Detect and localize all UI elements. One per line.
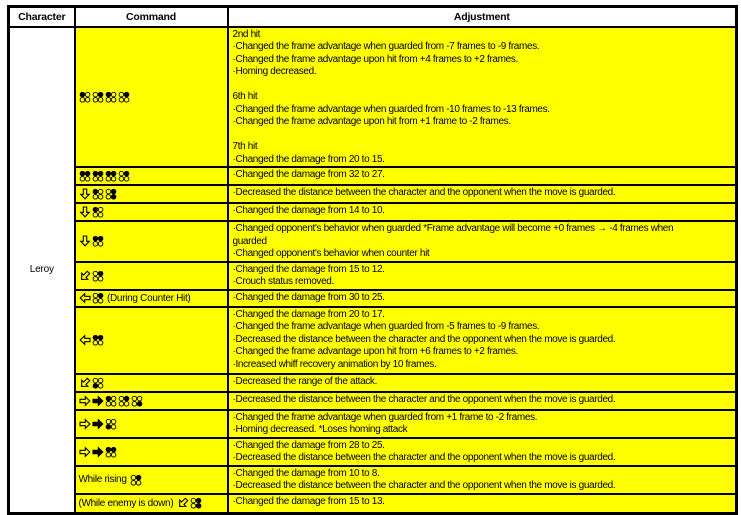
adjustment-line: ·Decreased the distance between the character and the opponent when the move is guarded.	[232, 393, 616, 405]
command-cell	[75, 221, 228, 262]
col-header-command: Command	[75, 7, 228, 27]
adjustment-line: ·Decreased the range of the attack.	[232, 375, 378, 387]
col-header-character: Character	[9, 7, 75, 27]
arrow-down-icon	[79, 206, 91, 218]
adjustment-line: ·Changed the damage from 28 to 25.	[232, 439, 385, 451]
command-sequence	[79, 170, 227, 182]
command-cell	[75, 466, 228, 494]
adjustment-cell	[228, 262, 737, 290]
button-icon	[92, 170, 104, 182]
button-icon	[105, 395, 117, 407]
command-sequence	[79, 418, 227, 430]
adjustment-line: ·Changed the damage from 20 to 15.	[232, 153, 385, 165]
adjustment-line: ·Crouch status removed.	[232, 276, 334, 287]
button-icon	[105, 91, 117, 103]
adjustment-line: ·Changed the damage from 10 to 8.	[232, 467, 380, 479]
adjustment-cell	[228, 203, 737, 221]
command-sequence	[79, 395, 227, 407]
adjustment-line: ·Changed the damage from 15 to 12.	[232, 263, 385, 275]
adjustment-cell	[228, 27, 737, 168]
patch-notes-table	[7, 5, 738, 515]
table-row	[9, 203, 737, 221]
command-cell	[75, 185, 228, 203]
button-icon	[105, 188, 117, 200]
command-cell	[75, 203, 228, 221]
button-icon	[92, 91, 104, 103]
command-cell	[75, 290, 228, 307]
table-body	[9, 27, 737, 514]
adjustment-line: ·Changed opponent's behavior when guarded *Frame advantage will become +0 frames → -4 frames when	[232, 223, 674, 234]
adjustment-line: guarded	[232, 235, 267, 247]
button-icon	[92, 292, 104, 304]
command-cell	[75, 392, 228, 410]
adjustment-cell	[228, 221, 737, 262]
adjustment-line: ·Changed the damage from 20 to 17.	[232, 308, 385, 320]
table-row	[9, 27, 737, 168]
adjustment-line: ·Changed the damage from 15 to 13.	[232, 495, 385, 507]
arrow-down-icon	[79, 235, 91, 247]
command-sequence	[79, 270, 227, 282]
adjustment-line: ·Changed the frame advantage upon hit from +4 frames to +2 frames.	[232, 53, 518, 65]
arrow-left-icon	[79, 292, 91, 304]
arrow-downleft-icon	[79, 270, 91, 282]
arrow-left-icon	[79, 334, 91, 346]
character-cell: Leroy	[9, 27, 75, 514]
command-sequence	[79, 474, 227, 486]
adjustment-line: ·Changed the frame advantage when guarded from -7 frames to -9 frames.	[232, 41, 540, 52]
button-icon	[118, 170, 130, 182]
table-row	[9, 290, 737, 307]
adjustment-line: ·Changed the frame advantage upon hit from +6 frames to +2 frames.	[232, 346, 518, 357]
adjustment-line	[233, 79, 734, 92]
command-text: (During Counter Hit)	[104, 292, 191, 304]
adjustment-line: 6th hit	[232, 91, 258, 102]
adjustment-line: 2nd hit	[232, 28, 261, 40]
adjustment-line: ·Homing decreased.	[232, 66, 317, 77]
adjustment-cell	[228, 185, 737, 203]
col-header-adjustment: Adjustment	[228, 7, 737, 27]
adjustment-line: ·Changed the frame advantage upon hit from +1 frame to -2 frames.	[232, 116, 511, 127]
button-icon	[118, 91, 130, 103]
adjustment-line: ·Changed the frame advantage when guarded from -5 frames to -9 frames.	[232, 321, 540, 332]
command-cell	[75, 27, 228, 168]
button-icon	[92, 270, 104, 282]
command-text: While rising	[78, 474, 130, 485]
arrow-downleft-icon	[79, 377, 91, 389]
adjustment-line: ·Changed the damage from 30 to 25.	[232, 291, 385, 303]
arrow-right-icon	[79, 446, 91, 458]
adjustment-line: ·Changed the frame advantage when guarded from +1 frame to -2 frames.	[232, 411, 538, 423]
adjustment-line: ·Changed the frame advantage when guarded from -10 frames to -13 frames.	[232, 103, 550, 115]
button-icon	[190, 497, 202, 509]
command-sequence	[79, 446, 227, 458]
adjustment-cell	[228, 307, 737, 374]
arrow-right-icon	[92, 446, 104, 458]
table-row	[9, 438, 737, 466]
header-row	[9, 7, 737, 27]
table-row	[9, 221, 737, 262]
adjustment-line: 7th hit	[232, 141, 258, 152]
command-sequence	[79, 206, 227, 218]
button-icon	[79, 91, 91, 103]
command-cell	[75, 307, 228, 374]
command-sequence	[79, 497, 227, 509]
button-icon	[79, 170, 91, 182]
table-row	[9, 392, 737, 410]
button-icon	[131, 395, 143, 407]
button-icon	[130, 474, 142, 486]
table-row	[9, 410, 737, 438]
button-icon	[105, 446, 117, 458]
command-cell	[75, 494, 228, 514]
command-sequence	[79, 188, 227, 200]
adjustment-cell	[228, 290, 737, 307]
button-icon	[92, 235, 104, 247]
arrow-downleft-icon	[177, 497, 189, 509]
button-icon	[92, 377, 104, 389]
command-sequence	[79, 91, 227, 103]
table-row	[9, 494, 737, 514]
button-icon	[92, 206, 104, 218]
button-icon	[92, 188, 104, 200]
command-cell	[75, 167, 228, 185]
command-cell	[75, 262, 228, 290]
button-icon	[105, 418, 117, 430]
adjustment-line: ·Changed the damage from 32 to 27.	[232, 169, 385, 180]
adjustment-cell	[228, 494, 737, 514]
adjustment-line: ·Decreased the distance between the character and the opponent when the move is guarded.	[232, 480, 616, 491]
adjustment-line: ·Homing decreased. *Loses homing attack	[232, 424, 408, 435]
adjustment-cell	[228, 438, 737, 466]
command-sequence	[79, 235, 227, 247]
adjustment-line: ·Changed opponent's behavior when counter hit	[232, 248, 430, 259]
adjustment-line: ·Decreased the distance between the character and the opponent when the move is guarded.	[232, 333, 616, 345]
table-row	[9, 167, 737, 185]
command-cell	[75, 374, 228, 392]
arrow-right-icon	[79, 395, 91, 407]
adjustment-line: ·Decreased the distance between the character and the opponent when the move is guarded.	[232, 187, 616, 198]
command-cell	[75, 410, 228, 438]
command-cell	[75, 438, 228, 466]
adjustment-cell	[228, 410, 737, 438]
adjustment-line: ·Increased whiff recovery animation by 10 frames.	[232, 358, 437, 370]
command-sequence	[79, 334, 227, 346]
table-row	[9, 185, 737, 203]
adjustment-cell	[228, 374, 737, 392]
button-icon	[118, 395, 130, 407]
button-icon	[105, 170, 117, 182]
adjustment-cell	[228, 392, 737, 410]
arrow-down-icon	[79, 188, 91, 200]
table-row	[9, 262, 737, 290]
adjustment-line: ·Decreased the distance between the character and the opponent when the move is guarded.	[232, 452, 616, 463]
arrow-right-icon	[92, 418, 104, 430]
arrow-right-icon	[92, 395, 104, 407]
adjustment-cell	[228, 466, 737, 494]
button-icon	[92, 334, 104, 346]
adjustment-line: ·Changed the damage from 14 to 10.	[232, 205, 385, 216]
command-sequence	[79, 377, 227, 389]
command-sequence	[79, 292, 227, 304]
table-row	[9, 374, 737, 392]
command-text: (While enemy is down)	[78, 497, 176, 509]
adjustment-line	[233, 129, 734, 142]
arrow-right-icon	[79, 418, 91, 430]
adjustment-cell	[228, 167, 737, 185]
table-row	[9, 466, 737, 494]
table-row	[9, 307, 737, 374]
